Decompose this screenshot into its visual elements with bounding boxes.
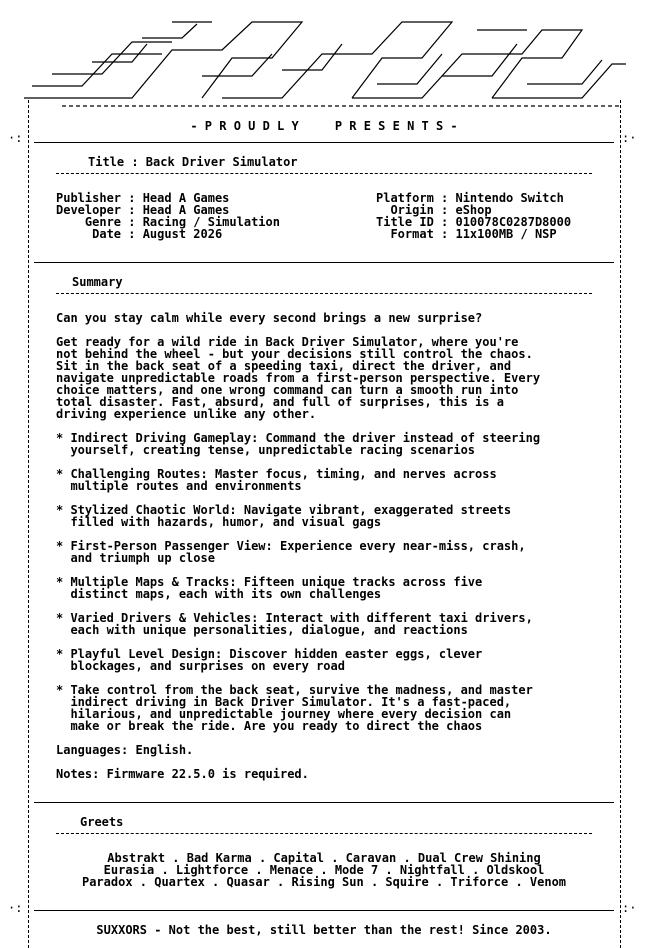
release-date: Date : August 2026 [56,227,223,241]
notes: Notes: Firmware 22.5.0 is required. [56,767,309,781]
frame-dot: :· [622,901,637,915]
dash-divider [56,173,592,174]
platform: Platform : Nintendo Switch [376,191,564,205]
origin: Origin : eShop [376,203,492,217]
logo-art [22,14,626,110]
feature-bullet: * Multiple Maps & Tracks: Fifteen unique tracks across five distinct maps, each with its own challenges [56,575,483,601]
feature-bullet: * Challenging Routes: Master focus, timing, and nerves across multiple routes and environments [56,467,497,493]
feature-bullet: * Varied Drivers & Vehicles: Interact with different taxi drivers, each with unique personalities, dialogue, and reactions [56,611,533,637]
frame-dot: ·: [8,131,23,145]
frame-right [620,100,621,948]
footer-tagline: SUXXORS - Not the best, still better than the rest! Since 2003. [96,923,552,937]
languages: Languages: English. [56,743,194,757]
dash-divider [56,833,592,834]
feature-bullet: * Stylized Chaotic World: Navigate vibrant, exaggerated streets filled with hazards, humor, and visual gags [56,503,512,529]
feature-bullet: * Playful Level Design: Discover hidden easter eggs, clever blockages, and surprises on every road [56,647,483,673]
summary-body: Get ready for a wild ride in Back Driver Simulator, where you're not behind the wheel - but your decisions still control the chaos. Sit in the back seat of a speeding taxi, direct the driver, and navigate unpredictable roads from a first-person perspective. Every choice matters, and one wrong command can turn a smooth run into total disaster. Fast, absurd, and full of surprises, this is a driving experience unlike any other. [56,335,541,421]
genre: Genre : Racing / Simulation [56,215,280,229]
summary-heading: Summary [72,275,123,289]
developer: Developer : Head A Games [56,203,230,217]
frame-dot: ·: [8,901,23,915]
divider [34,262,614,263]
title-value: Back Driver Simulator [145,155,298,169]
feature-bullet: * Take control from the back seat, survive the madness, and master indirect driving in Back Driver Simulator. It's a fast-paced, hilarious, and unpredictable journey where every decision can make or break the ride. Are you ready to direct the chaos [56,683,533,733]
dash-divider [56,293,592,294]
divider [34,802,614,803]
greets-line: Abstrakt . Bad Karma . Capital . Caravan . Dual Crew Shining [107,851,541,865]
feature-bullet: * First-Person Passenger View: Experience every near-miss, crash, and triumph up close [56,539,526,565]
divider [34,142,614,143]
greets-line: Eurasia . Lightforce . Menace . Mode 7 . Nightfall . Oldskool [103,863,545,877]
feature-bullet: * Indirect Driving Gameplay: Command the driver instead of steering yourself, creating tense, unpredictable racing scenarios [56,431,541,457]
presents-text: - P R O U D L Y P R E S E N T S - [190,119,458,133]
frame-left [28,100,29,948]
group-logo [22,14,626,110]
format: Format : 11x100MB / NSP [376,227,557,241]
summary-intro: Can you stay calm while every second brings a new surprise? [56,311,483,325]
greets-line: Paradox . Quartex . Quasar . Rising Sun . Squire . Triforce . Venom [81,875,567,889]
title-label: Title : [88,155,146,169]
divider [34,910,614,911]
frame-dot: :· [622,131,637,145]
title-id: Title ID : 010078C0287D8000 [376,215,572,229]
greets-heading: Greets [80,815,124,829]
publisher: Publisher : Head A Games [56,191,230,205]
title-line [88,156,298,168]
